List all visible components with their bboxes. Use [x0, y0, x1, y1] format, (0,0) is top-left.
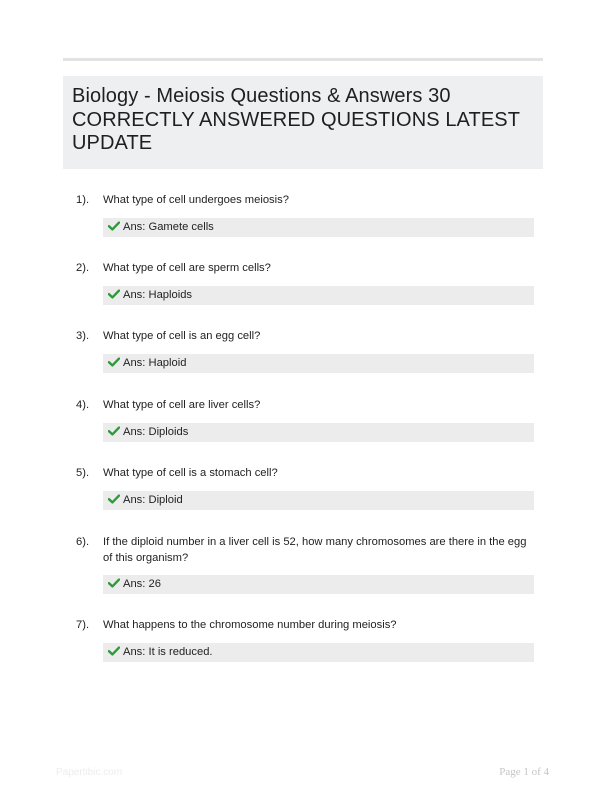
check-icon [108, 494, 120, 504]
question-text: What type of cell are liver cells? [103, 399, 261, 411]
answer-text: Ans: Diploids [123, 426, 189, 438]
answer-text: Ans: It is reduced. [123, 646, 213, 658]
answer-box [103, 491, 534, 510]
question-number: 1). [76, 194, 90, 206]
check-icon [108, 646, 120, 656]
question-text: What type of cell undergoes meiosis? [103, 194, 289, 206]
question-text: What type of cell is an egg cell? [103, 330, 261, 342]
title-banner [63, 76, 543, 169]
answer-text: Ans: Gamete cells [123, 221, 214, 233]
question-text: What happens to the chromosome number during meiosis? [103, 619, 397, 631]
footer-watermark: Papertibic.com [56, 767, 123, 778]
check-icon [108, 578, 120, 588]
question-number: 2). [76, 262, 90, 274]
question-text: What type of cell are sperm cells? [103, 262, 271, 274]
question-number: 6). [76, 536, 90, 548]
question-text: If the diploid number in a liver cell is 52, how many chromosomes are there in the egg of this organism? [103, 536, 527, 564]
answer-box [103, 218, 534, 237]
answer-box [103, 575, 534, 594]
question-number: 4). [76, 399, 90, 411]
answer-box [103, 286, 534, 305]
check-icon [108, 357, 120, 367]
document-title: Biology - Meiosis Questions & Answers 30 CORRECTLY ANSWERED QUESTIONS LATEST UPDATE [72, 85, 520, 154]
question-text: What type of cell is a stomach cell? [103, 467, 278, 479]
answer-box [103, 423, 534, 442]
check-icon [108, 221, 120, 231]
header-divider [63, 58, 543, 61]
answer-text: Ans: Haploid [123, 357, 187, 369]
question-number: 7). [76, 619, 90, 631]
answer-text: Ans: Diploid [123, 494, 183, 506]
answer-text: Ans: Haploids [123, 289, 193, 301]
answer-box [103, 643, 534, 662]
question-number: 3). [76, 330, 90, 342]
answer-text: Ans: 26 [123, 578, 161, 590]
check-icon [108, 289, 120, 299]
check-icon [108, 426, 120, 436]
question-number: 5). [76, 467, 90, 479]
page-indicator: Page 1 of 4 [499, 766, 549, 778]
answer-box [103, 354, 534, 373]
